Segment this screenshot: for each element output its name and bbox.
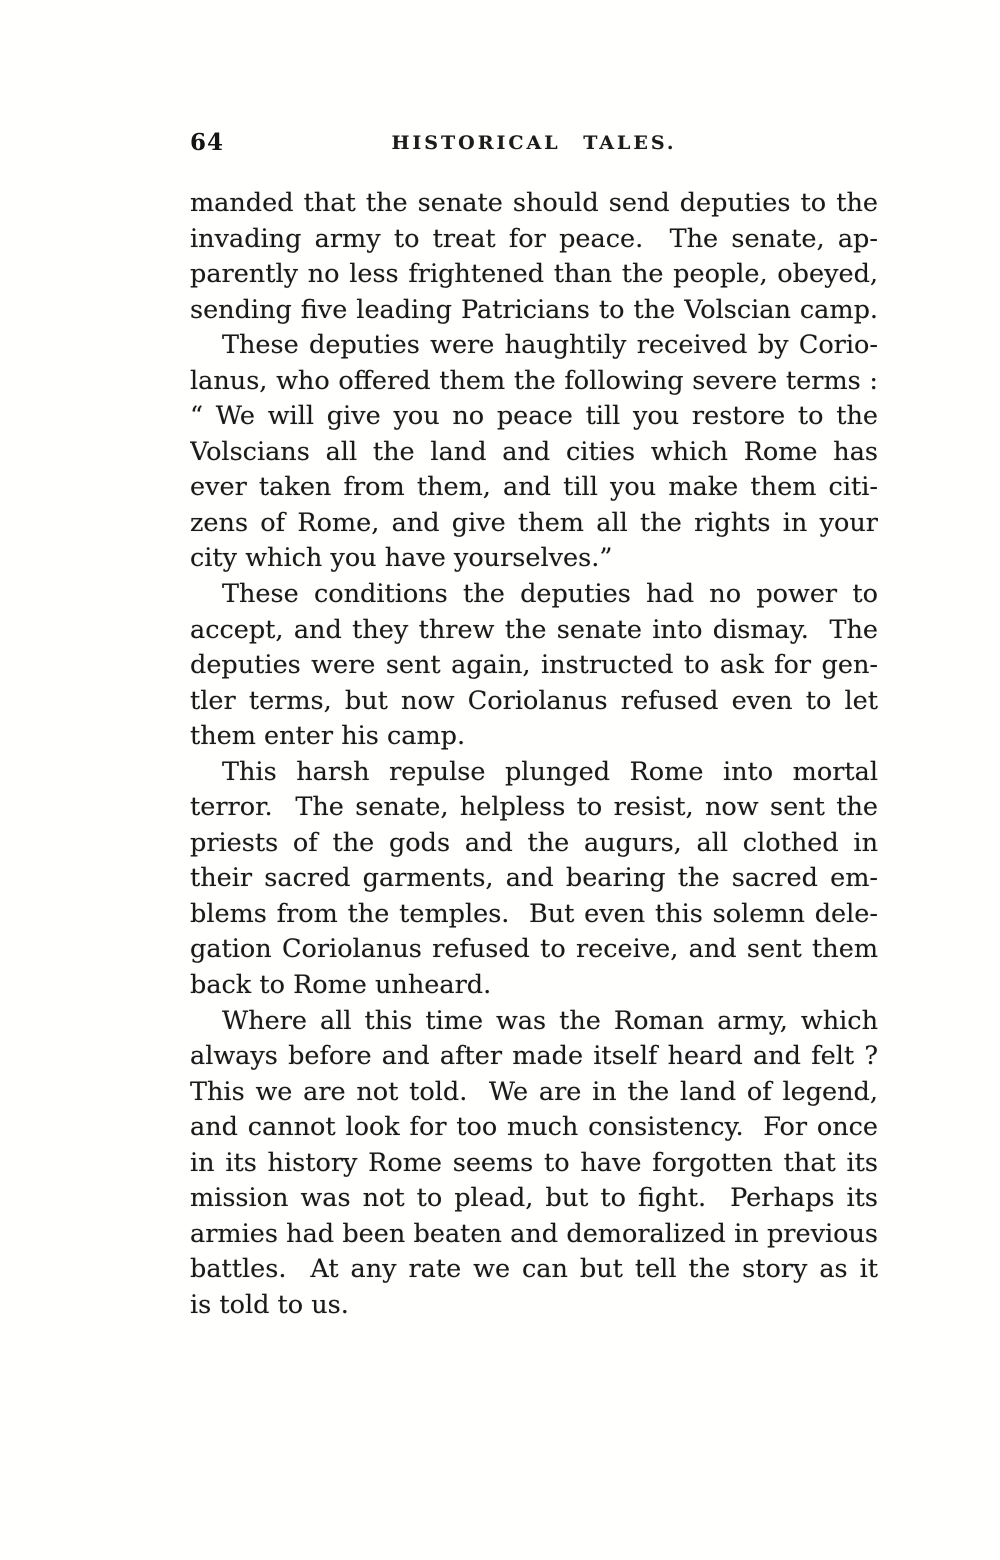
page-number: 64 xyxy=(190,129,225,156)
text-line: Where all this time was the Roman army, which xyxy=(222,1005,878,1036)
text-line: terror. The senate, helpless to resist, now sent the xyxy=(190,792,878,823)
text-line: them enter his camp. xyxy=(190,721,466,752)
text-line: gation Coriolanus refused to receive, and sent them xyxy=(190,934,878,965)
text-line: back to Rome unheard. xyxy=(190,970,492,1001)
text-line: zens of Rome, and give them all the rights in your xyxy=(190,507,878,538)
text-line: priests of the gods and the augurs, all clothed in xyxy=(190,827,878,858)
text-line: “ We will give you no peace till you restore to the xyxy=(190,401,878,432)
text-line: armies had been beaten and demoralized in previous xyxy=(190,1218,878,1249)
text-line: in its history Rome seems to have forgotten that its xyxy=(190,1147,878,1178)
text-line: battles. At any rate we can but tell the story as it xyxy=(190,1254,878,1285)
text-line: city which you have yourselves.” xyxy=(190,543,613,574)
text-line: This we are not told. We are in the land of legend, xyxy=(190,1076,878,1107)
running-header-title: HISTORICAL TALES. xyxy=(391,132,677,154)
running-head xyxy=(190,129,878,159)
text-line: This harsh repulse plunged Rome into mortal xyxy=(222,756,878,787)
text-line: always before and after made itself heard and felt ? xyxy=(190,1041,878,1072)
text-line: manded that the senate should send deputies to the xyxy=(190,188,878,218)
text-line: These deputies were haughtily received by Corio- xyxy=(222,330,878,361)
text-line: These conditions the deputies had no power to xyxy=(222,579,878,610)
text-line: their sacred garments, and bearing the sacred em- xyxy=(190,863,878,894)
text-line: sending five leading Patricians to the Volscian camp. xyxy=(190,294,878,325)
text-line: lanus, who offered them the following severe terms : xyxy=(190,365,878,396)
text-line: invading army to treat for peace. The senate, ap- xyxy=(190,223,878,254)
text-line: blems from the temples. But even this solemn dele- xyxy=(190,898,878,929)
text-line: deputies were sent again, instructed to ask for gen- xyxy=(190,650,878,681)
text-line: ever taken from them, and till you make them citi- xyxy=(190,472,878,503)
text-line: tler terms, but now Coriolanus refused even to let xyxy=(190,685,878,716)
text-line: accept, and they threw the senate into dismay. The xyxy=(190,614,878,645)
text-line: Volscians all the land and cities which Rome has xyxy=(190,436,878,467)
text-line: mission was not to plead, but to fight. Perhaps its xyxy=(190,1183,878,1214)
text-line: parently no less frightened than the people, obeyed, xyxy=(190,259,878,290)
page-body xyxy=(190,186,878,1324)
text-line: is told to us. xyxy=(190,1289,349,1320)
text-line: and cannot look for too much consistency. For once xyxy=(190,1112,878,1143)
